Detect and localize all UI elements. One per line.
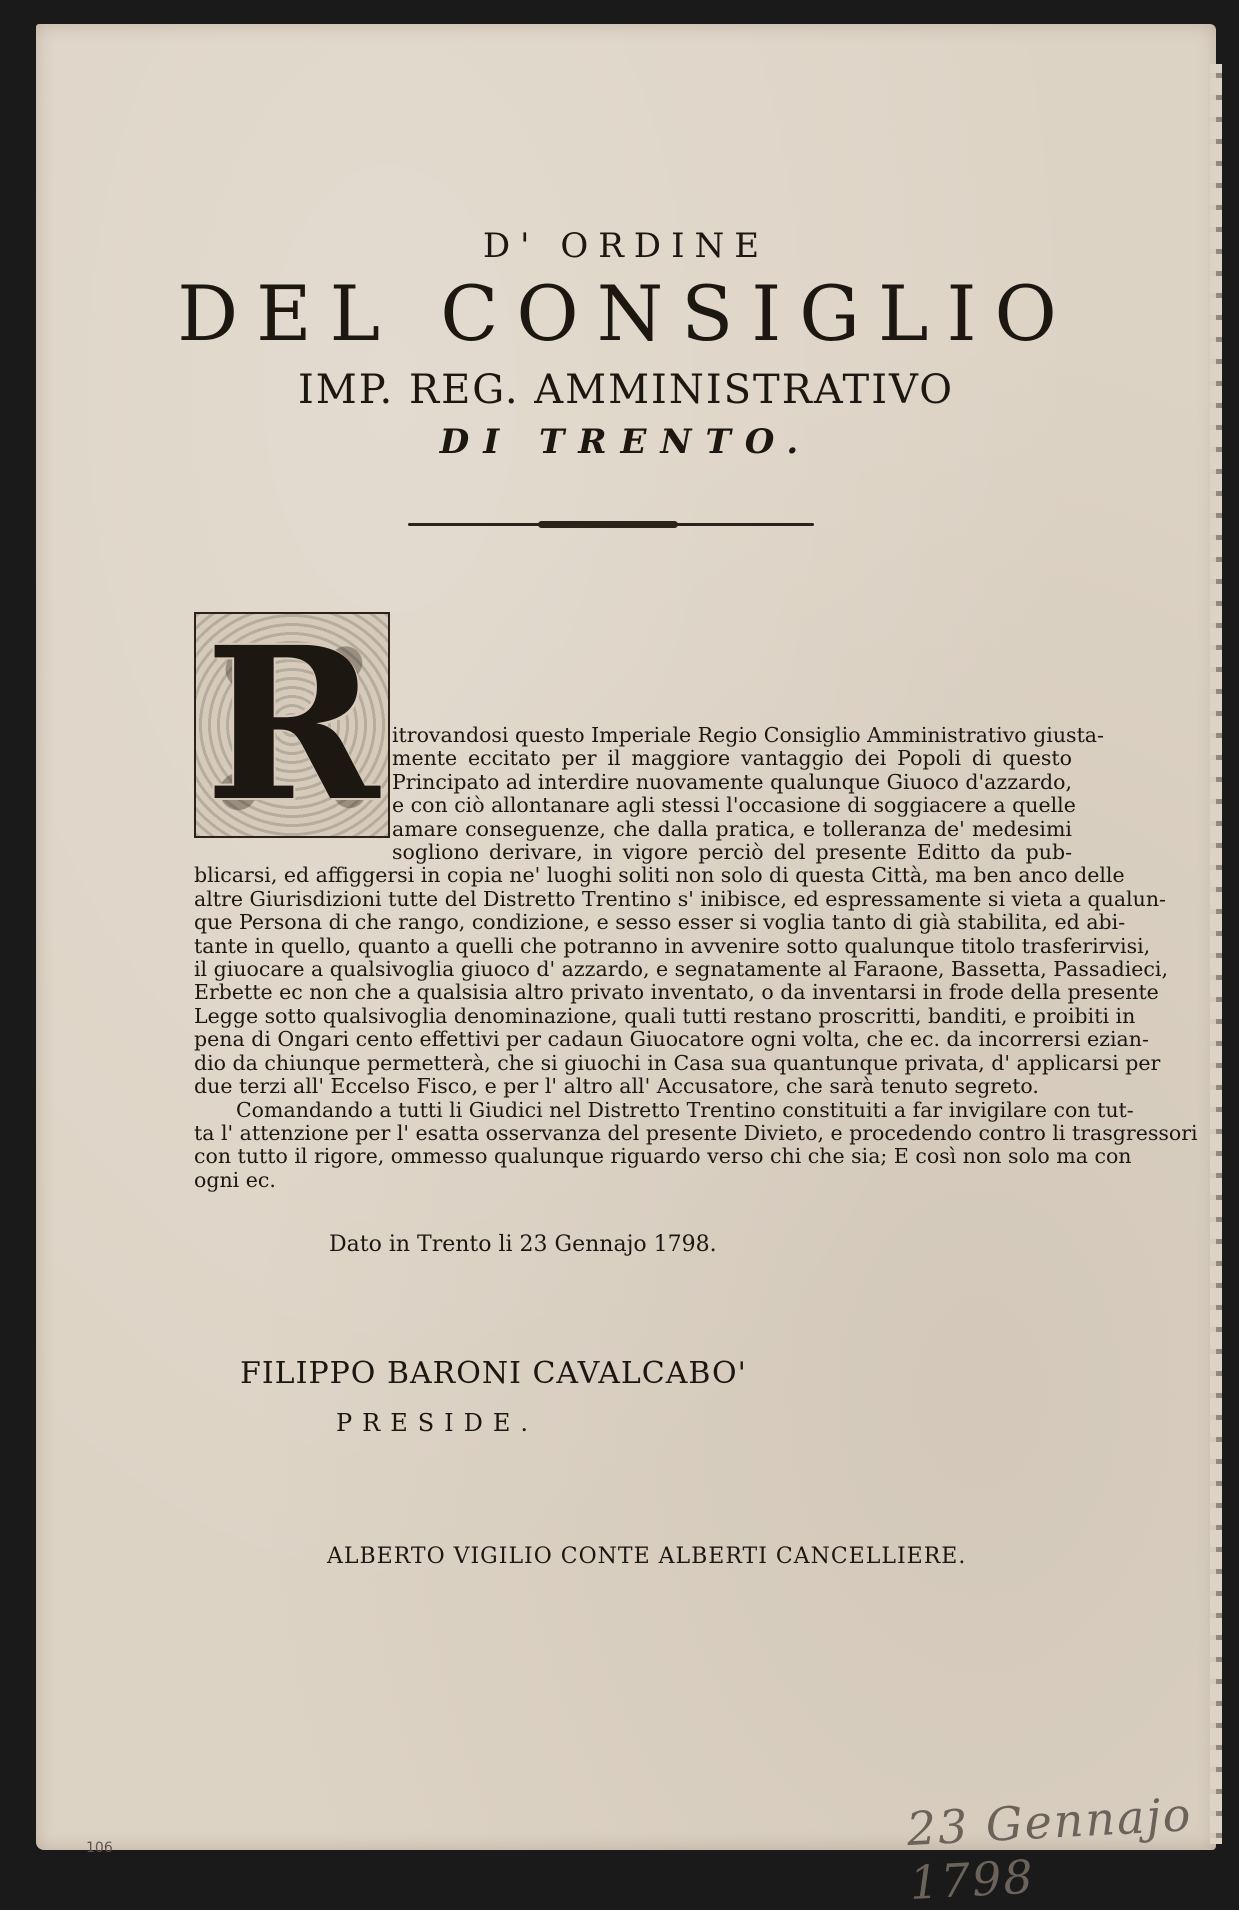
ornamental-rule [408, 523, 814, 526]
body-line: Legge sotto qualsivoglia denominazione, quali tutti restano proscritti, banditi, e proibiti in [194, 1003, 1136, 1028]
heading-council: DEL CONSIGLIO [177, 269, 1075, 358]
edict-body [194, 723, 1198, 1192]
body-line: ta l' attenzione per l' esatta osservanza del presente Divieto, e procedendo contro li trasgressori [194, 1120, 1198, 1145]
heading-order: D' ORDINE [482, 226, 770, 266]
body-line: sogliono derivare, in vigore perciò del presente Editto da pub- [392, 840, 1072, 865]
body-line: e con ciò allontanare agli stessi l'occasione di soggiacere a quelle [392, 793, 1076, 818]
body-line: due terzi all' Eccelso Fisco, e per l' altro all' Accusatore, che sarà tenuto segreto. [194, 1074, 1039, 1099]
body-line: altre Giurisdizioni tutte del Distretto Trentino s' inibisce, ed espressamente si vieta a qualun- [194, 886, 1166, 911]
heading-administrative: IMP. REG. AMMINISTRATIVO [297, 367, 955, 413]
body-line: que Persona di che rango, condizione, e sesso esser si voglia tanto di già stabilita, ed abi- [194, 910, 1126, 935]
handwritten-number: 106 [86, 1840, 113, 1856]
body-line: pena di Ongari cento effettivi per cadaun Giuocatore ogni volta, che ec. da incorrersi ezian- [194, 1027, 1149, 1052]
body-line: con tutto il rigore, ommesso qualunque riguardo verso chi che sia; E così non solo ma con [194, 1144, 1132, 1169]
handwritten-date: 23 Gennajo 1798 [905, 1787, 1194, 1910]
body-line: ogni ec. [194, 1167, 276, 1192]
initial-letter: R [204, 612, 380, 838]
body-line: Comandando a tutti li Giudici nel Distretto Trentino constituiti a far invigilare con tut- [236, 1097, 1134, 1122]
body-line: dio da chiunque permetterà, che si giuochi in Casa sua quantunque privata, d' applicarsi per [194, 1050, 1161, 1075]
chancellor-name: ALBERTO VIGILIO CONTE ALBERTI CANCELLIERE. [327, 1544, 967, 1569]
body-line: tante in quello, quanto a quelli che potranno in avvenire sotto qualunque titolo trasferirvisi, [194, 933, 1151, 958]
document-sheet [36, 24, 1216, 1910]
heading-trento: DI TRENTO. [439, 422, 813, 462]
body-line: blicarsi, ed affiggersi in copia ne' luoghi soliti non solo di questa Città, ma ben anco delle [194, 863, 1125, 888]
body-line: Erbette ec non che a qualsisia altro privato inventato, o da inventarsi in frode della presente [194, 980, 1159, 1005]
body-line: il giuocare a qualsivoglia giuoco d' azzardo, e segnatamente al Faraone, Bassetta, Passadieci, [194, 957, 1168, 982]
signer-title: PRESIDE. [336, 1409, 539, 1437]
signer-name: FILIPPO BARONI CAVALCABO' [240, 1356, 747, 1391]
body-line: amare conseguenze, che dalla pratica, e tolleranza de' medesimi [392, 816, 1072, 841]
body-line: Principato ad interdire nuovamente qualunque Giuoco d'azzardo, [392, 769, 1072, 794]
body-line: mente eccitato per il maggiore vantaggio dei Popoli di questo [392, 746, 1072, 771]
issue-date: Dato in Trento li 23 Gennajo 1798. [329, 1232, 717, 1257]
body-line: itrovandosi questo Imperiale Regio Consiglio Amministrativo giusta- [392, 723, 1104, 747]
